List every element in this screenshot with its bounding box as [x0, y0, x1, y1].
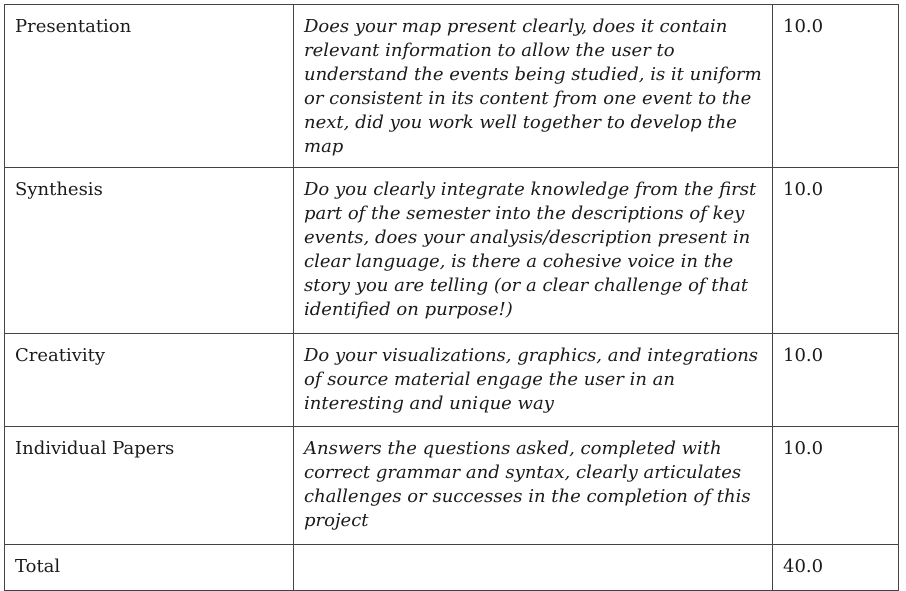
description-cell: Answers the questions asked, completed with correct grammar and syntax, clearly articulates challenges or successes in the completion of this project	[294, 427, 773, 545]
criterion-cell: Individual Papers	[5, 427, 294, 545]
total-points-cell: 40.0	[773, 545, 899, 591]
criterion-cell: Synthesis	[5, 168, 294, 334]
rubric-row-individual-papers	[5, 427, 899, 545]
rubric-row-presentation	[5, 5, 899, 168]
criterion-cell: Creativity	[5, 334, 294, 427]
total-label-cell: Total	[5, 545, 294, 591]
points-cell: 10.0	[773, 427, 899, 545]
criterion-cell: Presentation	[5, 5, 294, 168]
description-cell: Do you clearly integrate knowledge from the first part of the semester into the descriptions of key events, does your analysis/description present in clear language, is there a cohesive voice in the story you are telling (or a clear challenge of that identified on purpose!)	[294, 168, 773, 334]
description-cell: Does your map present clearly, does it contain relevant information to allow the user to understand the events being studied, is it uniform or consistent in its content from one event to the next, did you work well together to develop the map	[294, 5, 773, 168]
points-cell: 10.0	[773, 334, 899, 427]
rubric-row-creativity	[5, 334, 899, 427]
description-cell: Do your visualizations, graphics, and integrations of source material engage the user in an interesting and unique way	[294, 334, 773, 427]
rubric-row-synthesis	[5, 168, 899, 334]
points-cell: 10.0	[773, 168, 899, 334]
rubric-row-total	[5, 545, 899, 591]
rubric-table	[4, 4, 899, 591]
points-cell: 10.0	[773, 5, 899, 168]
total-description-cell	[294, 545, 773, 591]
